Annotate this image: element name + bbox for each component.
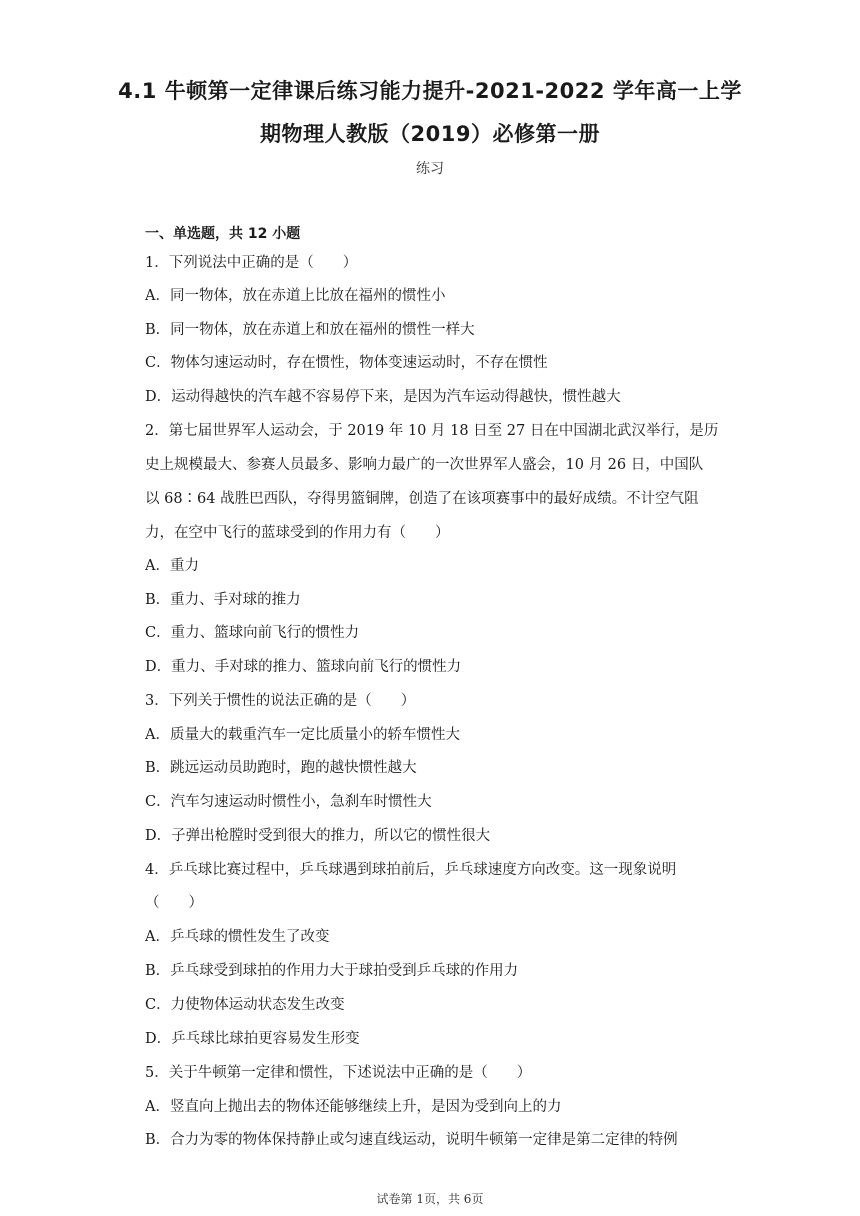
question-3-option-b: B．跳远运动员助跑时，跑的越快惯性越大 (145, 760, 417, 776)
document-subtitle: 练习 (416, 161, 444, 177)
question-2-option-c: C．重力、篮球向前飞行的惯性力 (145, 625, 360, 641)
question-4-option-a: A．乒乓球的惯性发生了改变 (145, 929, 330, 945)
question-5-stem: 5．关于牛顿第一定律和惯性，下述说法中正确的是（ ） (145, 1065, 532, 1081)
question-2-option-d: D．重力、手对球的推力、篮球向前飞行的惯性力 (145, 659, 462, 675)
question-4-stem-line-2: （ ） (145, 895, 203, 911)
question-2-option-b: B．重力、手对球的推力 (145, 592, 301, 608)
question-1-option-a: A．同一物体，放在赤道上比放在福州的惯性小 (145, 288, 446, 304)
question-2-stem-line-3: 以 68∶64 战胜巴西队，夺得男篮铜牌，创造了在该项赛事中的最好成绩。不计空气阻 (145, 491, 699, 507)
question-4-stem-line-1: 4．乒乓球比赛过程中，乒乓球遇到球拍前后，乒乓球速度方向改变。这一现象说明 (145, 862, 677, 878)
document-title-line-2: 期物理人教版（2019）必修第一册 (260, 122, 600, 146)
question-1-option-d: D．运动得越快的汽车越不容易停下来，是因为汽车运动得越快，惯性越大 (145, 389, 621, 405)
question-1-option-c: C．物体匀速运动时，存在惯性，物体变速运动时，不存在惯性 (145, 355, 548, 371)
question-2-stem-line-2: 史上规模最大、参赛人员最多、影响力最广的一次世界军人盛会，10 月 26 日，中国队 (145, 457, 704, 473)
question-4-option-c: C．力使物体运动状态发生改变 (145, 997, 345, 1013)
question-3-option-a: A．质量大的载重汽车一定比质量小的轿车惯性大 (145, 727, 460, 743)
question-3-stem: 3．下列关于惯性的说法正确的是（ ） (145, 693, 416, 709)
question-3-option-c: C．汽车匀速运动时惯性小，急刹车时惯性大 (145, 794, 432, 810)
question-2-stem-line-1: 2．第七届世界军人运动会，于 2019 年 10 月 18 日至 27 日在中国湖北武汉举行，是历 (145, 423, 719, 439)
question-1-option-b: B．同一物体，放在赤道上和放在福州的惯性一样大 (145, 322, 475, 338)
question-2-stem-line-4: 力，在空中飞行的蓝球受到的作用力有（ ） (145, 525, 450, 541)
question-4-option-d: D．乒乓球比球拍更容易发生形变 (145, 1031, 360, 1047)
document-title-line-1: 4.1 牛顿第一定律课后练习能力提升-2021-2022 学年高一上学 (118, 79, 742, 103)
question-4-option-b: B．乒乓球受到球拍的作用力大于球拍受到乒乓球的作用力 (145, 963, 519, 979)
question-5-option-b: B．合力为零的物体保持静止或匀速直线运动，说明牛顿第一定律是第二定律的特例 (145, 1132, 678, 1148)
section-heading: 一、单选题，共 12 小题 (145, 226, 301, 242)
question-2-option-a: A．重力 (145, 558, 199, 574)
question-5-option-a: A．竖直向上抛出去的物体还能够继续上升，是因为受到向上的力 (145, 1099, 562, 1115)
page-footer: 试卷第 1页，共 6页 (376, 1192, 484, 1206)
question-3-option-d: D．子弹出枪膛时受到很大的推力，所以它的惯性很大 (145, 828, 491, 844)
question-1-stem: 1．下列说法中正确的是（ ） (145, 255, 358, 271)
